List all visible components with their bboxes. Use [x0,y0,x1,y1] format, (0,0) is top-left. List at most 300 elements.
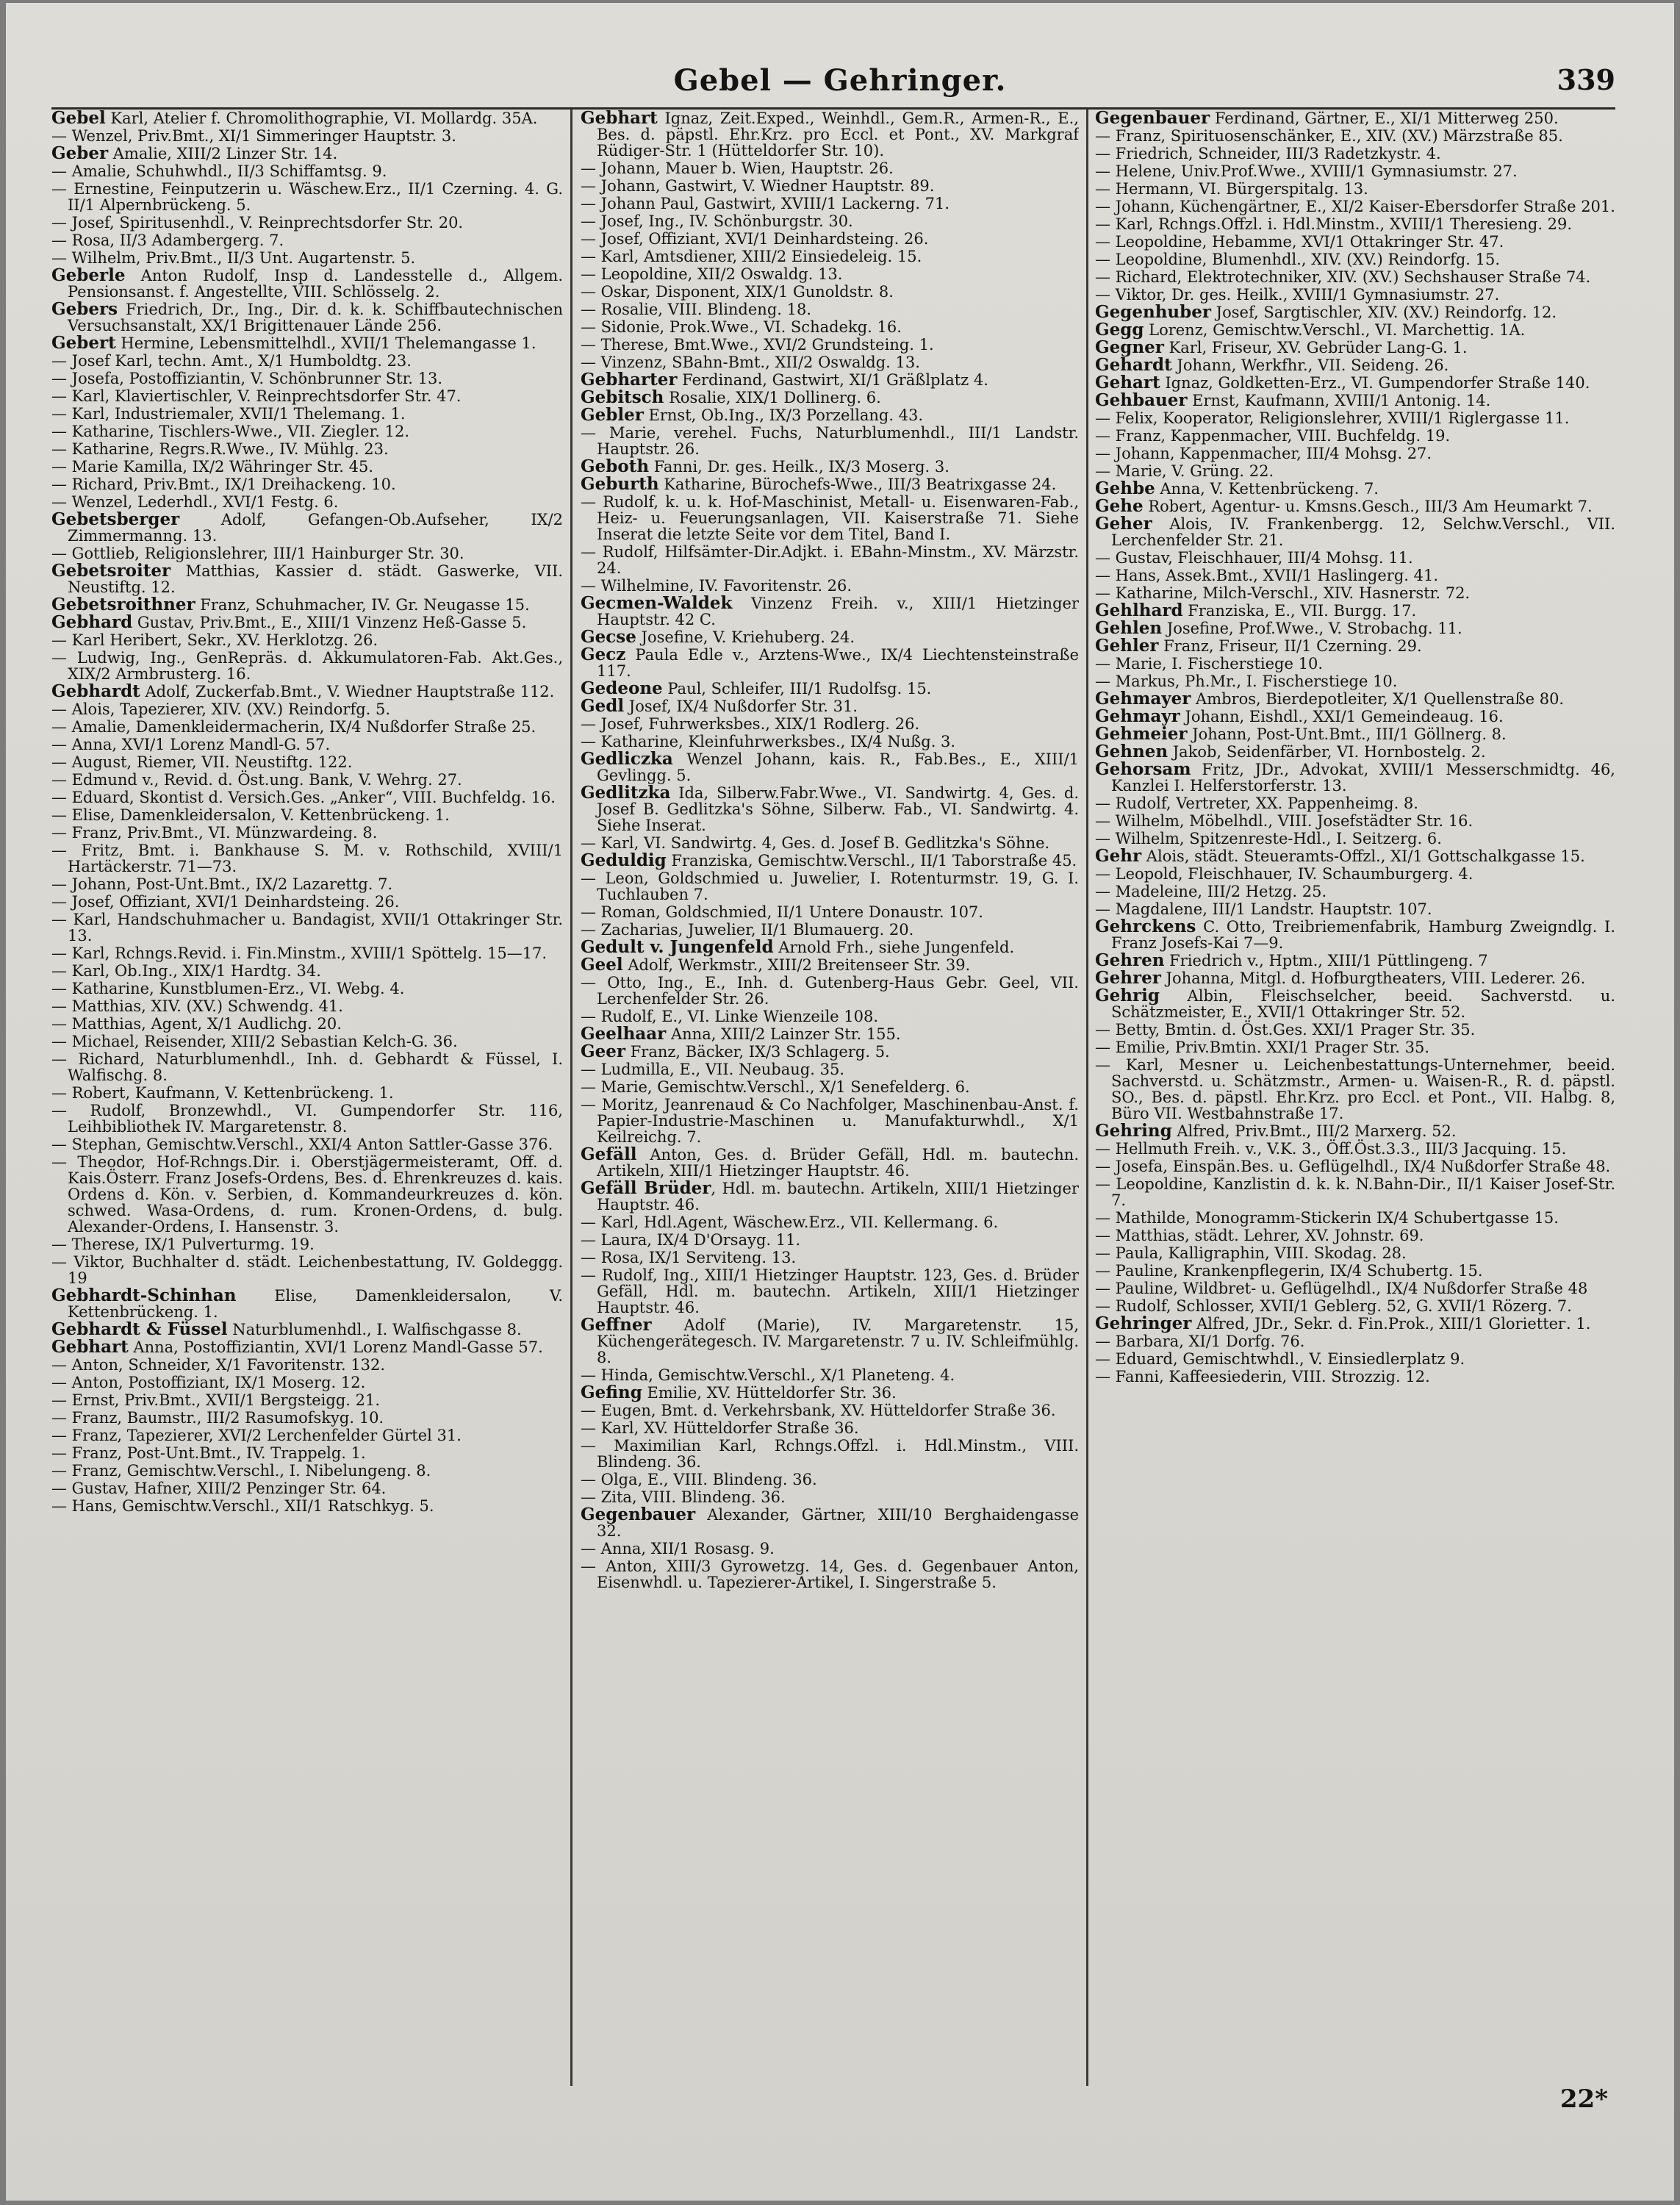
entry-details: — Edmund v., Revid. d. Öst.ung. Bank, V. Wehrg. 27. [51,771,462,789]
directory-entry [51,1445,563,1461]
directory-entry [1095,848,1615,864]
entry-details: — Rosa, II/3 Adambergerg. 7. [51,232,284,249]
entry-surname: Gefing [581,1383,642,1402]
entry-details: — Michael, Reisender, XIII/2 Sebastian Kelch-G. 36. [51,1033,458,1050]
entry-surname: Gehlen [1095,618,1163,638]
entry-details: Ferdinand, Gärtner, E., XI/1 Mitterweg 250. [1210,110,1559,127]
entry-details: — Leon, Goldschmied u. Juwelier, I. Rotenturmstr. 19, G. I. Tuchlauben 7. [581,870,1079,903]
directory-entry [51,406,563,422]
entry-details: Alfred, Priv.Bmt., III/2 Marxerg. 52. [1171,1122,1457,1140]
entry-details: — Anna, XII/1 Rosasg. 9. [581,1540,775,1557]
entry-surname: Gedliczka [581,749,673,769]
entry-details: Alexander, Gärtner, XIII/10 Berghaidengasse 32. [597,1506,1079,1540]
directory-entry [1095,620,1615,637]
entry-details: — Hellmuth Freih. v., V.K. 3., Öff.Öst.3.3., III/3 Jacquing. 15. [1095,1140,1567,1158]
directory-entry [1095,585,1615,601]
directory-entry [51,1033,563,1050]
entry-details: — Marie, verehel. Fuchs, Naturblumenhdl., III/1 Landstr. Hauptstr. 26. [581,424,1079,458]
entry-details: Katharine, Bürochefs-Wwe., III/3 Beatrixgasse 24. [658,476,1057,493]
entry-surname: Gegg [1095,320,1144,340]
entry-surname: Geburth [581,474,659,494]
directory-entry [581,1250,1079,1266]
entry-details: — Matthias, XIV. (XV.) Schwendg. 41. [51,997,343,1015]
directory-entry [51,1288,563,1320]
entry-details: — Karl, XV. Hütteldorfer Straße 36. [581,1419,859,1437]
entry-details: — Anton, Postoffiziant, IX/1 Moserg. 12. [51,1374,366,1391]
entry-details: Fanni, Dr. ges. Heilk., IX/3 Moserg. 3. [649,458,950,476]
entry-details: — Karl, Hdl.Agent, Wäschew.Erz., VII. Kellermang. 6. [581,1213,999,1231]
directory-entry [1095,691,1615,707]
directory-entry [1095,919,1615,951]
entry-details: Lorenz, Gemischtw.Verschl., VI. Marchettig. 1A. [1144,321,1526,339]
entry-details: — Laura, IX/4 D'Orsayg. 11. [581,1231,801,1249]
entry-details: C. Otto, Treibriemenfabrik, Hamburg Zweigndlg. I. Franz Josefs-Kai 7—9. [1111,918,1615,952]
entry-details: — Wenzel, Lederhdl., XVI/1 Festg. 6. [51,493,339,511]
directory-entry [51,459,563,475]
directory-entry [581,494,1079,542]
directory-entry [1095,1022,1615,1038]
directory-entry [581,476,1079,492]
directory-entry [581,785,1079,833]
directory-entry [1095,726,1615,742]
entry-surname: Gegenbauer [1095,110,1210,128]
entry-details: — Therese, IX/1 Pulverturmg. 19. [51,1236,315,1253]
entry-details: — Stephan, Gemischtw.Verschl., XXI/4 Anton Sattler-Gasse 376. [51,1136,553,1153]
entry-surname: Geber [51,143,109,163]
entry-details: — Karl, Industriemaler, XVII/1 Thelemang. 1. [51,405,406,423]
directory-entry [581,1558,1079,1591]
entry-surname: Gehe [1095,496,1144,516]
entry-details: — Rudolf, E., VI. Linke Wienzeile 108. [581,1008,879,1025]
directory-entry [1095,463,1615,479]
entry-details: — Maximilian Karl, Rchngs.Offzl. i. Hdl.Minstm., VIII. Blindeng. 36. [581,1437,1079,1471]
entry-surname: Gebel [51,110,106,128]
directory-entry [581,196,1079,212]
entry-details: — Ernst, Priv.Bmt., XVII/1 Bergsteigg. 21. [51,1391,381,1409]
entry-details: Fritz, JDr., Advokat, XVIII/1 Messerschmidtg. 46, Kanzlei I. Helferstorferstr. 13. [1111,761,1615,795]
entry-surname: Gehmeier [1095,724,1188,744]
entry-details: Friedrich, Dr., Ing., Dir. d. k. k. Schiffbautechnischen Versuchsanstalt, XX/1 Brigittenauer Lände 256. [68,301,563,334]
entry-details: — Felix, Kooperator, Religionslehrer, XVIII/1 Riglergasse 11. [1095,409,1570,427]
directory-entry [581,578,1079,594]
directory-entry [51,1498,563,1514]
directory-entry [1095,357,1615,373]
entry-details: — Pauline, Wildbret- u. Geflügelhdl., IX/4 Nußdorfer Straße 48 [1095,1280,1588,1297]
entry-surname: Gehmayer [1095,689,1191,709]
signature-mark: 22* [1559,2084,1608,2114]
entry-details: Ernst, Ob.Ing., IX/3 Porzellang. 43. [643,406,924,424]
directory-entry [581,110,1079,159]
entry-details: — Leopold, Fleischhauer, IV. Schaumburgerg. 4. [1095,865,1473,883]
directory-entry [581,716,1079,732]
entry-details: — Eduard, Gemischtwhdl., V. Einsiedlerplatz 9. [1095,1350,1465,1368]
directory-entry [1095,883,1615,900]
entry-details: Franz, Friseur, II/1 Czerning. 29. [1158,637,1422,655]
entry-details: — Josefa, Postoffiziantin, V. Schönbrunner Str. 13. [51,370,443,387]
entry-details: — Ernestine, Feinputzerin u. Wäschew.Erz., II/1 Czerning. 4. G. II/1 Alpernbrückeng. 5. [51,180,563,214]
directory-entry [51,423,563,440]
entry-details: — Betty, Bmtin. d. Öst.Ges. XXI/1 Prager Str. 35. [1095,1021,1476,1039]
entry-surname: Gebetsberger [51,509,180,529]
directory-entry [581,957,1079,973]
directory-entry [581,231,1079,247]
entry-details: Wenzel Johann, kais. R., Fab.Bes., E., XIII/1 Gevlingg. 5. [597,750,1079,784]
directory-entry [1095,478,1615,498]
directory-entry [51,825,563,841]
entry-surname: Gehringer [1095,1313,1192,1333]
directory-entry [1095,567,1615,584]
entry-details: — Eugen, Bmt. d. Verkehrsbank, XV. Hütteldorfer Straße 36. [581,1402,1056,1419]
directory-entry [1095,988,1615,1020]
directory-entry [1095,445,1615,462]
directory-entry [51,681,563,701]
directory-entry [1095,498,1615,514]
directory-entry [1095,269,1615,285]
entry-details: — Moritz, Jeanrenaud & Co Nachfolger, Maschinenbau-Anst. f. Papier-Industrie-Maschinen u. Manufakturwhdl., X/1 Keilreichg. 7. [581,1096,1079,1146]
directory-entry [1095,638,1615,654]
entry-details: Alois, IV. Frankenbergg. 12, Selchw.Verschl., VII. Lerchenfelder Str. 21. [1111,515,1615,549]
entry-details: Johann, Werkfhr., VII. Seideng. 26. [1171,356,1449,374]
entry-details: — Wilhelm, Priv.Bmt., II/3 Unt. Augartenstr. 5. [51,249,416,267]
entry-surname: Gebhart [581,110,658,128]
directory-entry [581,1438,1079,1470]
entry-details: Alois, städt. Steueramts-Offzl., XI/1 Gottschalkgasse 15. [1141,847,1585,865]
entry-details: — Wilhelmine, IV. Favoritenstr. 26. [581,577,852,595]
entry-details: — Matthias, Agent, X/1 Audlichg. 20. [51,1015,342,1033]
entry-surname: Gebhardt-Schinhan [51,1286,237,1305]
entry-details: Jakob, Seidenfärber, VI. Hornbostelg. 2. [1168,743,1486,761]
directory-entry [51,494,563,510]
column-2 [581,110,1079,2080]
directory-entry [1095,251,1615,268]
entry-details: — Josef, Spiritusenhdl., V. Reinprechtsdorfer Str. 20. [51,214,464,232]
entry-surname: Gehart [1095,373,1160,392]
entry-details: — Josef Karl, techn. Amt., X/1 Humboldtg. 23. [51,352,412,370]
entry-details: Hermine, Lebensmittelhdl., XVII/1 Thelemangasse 1. [115,334,536,352]
page-header [6,57,1674,109]
directory-entry [1095,375,1615,391]
entry-surname: Gebhardt & Füssel [51,1319,228,1339]
directory-entry [581,284,1079,300]
directory-entry [581,1041,1079,1061]
entry-details: — Zita, VIII. Blindeng. 36. [581,1488,786,1506]
entry-details: — Marie, I. Fischerstiege 10. [1095,655,1323,673]
directory-entry [581,1097,1079,1145]
directory-entry [1095,410,1615,426]
directory-entry [51,701,563,717]
directory-entry [51,945,563,961]
entry-surname: Gebhardt [51,681,140,701]
directory-entry [1095,970,1615,986]
entry-details: — Marie, Gemischtw.Verschl., X/1 Senefelderg. 6. [581,1078,970,1096]
entry-details: Ferdinand, Gastwirt, XI/1 Gräßlplatz 4. [677,371,988,389]
directory-entry [51,980,563,997]
directory-entry [51,754,563,770]
entry-details: — Robert, Kaufmann, V. Kettenbrückeng. 1. [51,1084,394,1102]
entry-details: — Wilhelm, Spitzenreste-Hdl., I. Seitzerg. 6. [1095,830,1442,847]
entry-details: — Anton, XIII/3 Gyrowetzg. 14, Ges. d. Gegenbauer Anton, Eisenwhdl. u. Tapezierer-Artikel, I. Singerstraße 5. [581,1557,1079,1591]
entry-details: Adolf, Zuckerfab.Bmt., V. Wiedner Hauptstraße 112. [140,683,555,700]
entry-surname: Gebert [51,333,116,353]
directory-entry [581,1385,1079,1401]
entry-details: Karl, Friseur, XV. Gebrüder Lang-G. 1. [1163,339,1468,356]
directory-entry [1095,901,1615,917]
directory-entry [581,1489,1079,1505]
directory-entry [581,835,1079,851]
entry-details: — Johann Paul, Gastwirt, XVIII/1 Lackerng. 71. [581,195,950,212]
entry-details: — Ludwig, Ing., GenRepräs. d. Akkumulatoren-Fab. Akt.Ges., XIX/2 Armbrusterg. 16. [51,649,563,683]
entry-details: — Franz, Priv.Bmt., VI. Münzwardeing. 8. [51,824,378,842]
directory-entry [581,213,1079,229]
entry-details: — Hermann, VI. Bürgerspitalg. 13. [1095,180,1368,198]
entry-details: Vinzenz Freih. v., XIII/1 Hietzinger Hauptstr. 42 C. [597,595,1079,628]
directory-entry [51,772,563,788]
entry-details: — Karl, Amtsdiener, XIII/2 Einsiedeleig. 15. [581,248,922,265]
directory-entry [51,128,563,144]
entry-details: — Franz, Tapezierer, XVI/2 Lerchenfelder Gürtel 31. [51,1427,462,1444]
directory-entry [51,894,563,910]
directory-entry [51,476,563,492]
directory-entry [51,545,563,562]
column-3 [1095,110,1615,2080]
entry-details: — Pauline, Krankenpflegerin, IX/4 Schubertg. 15. [1095,1262,1483,1280]
directory-entry [51,1357,563,1373]
directory-entry [581,1402,1079,1419]
entry-details: — Johann, Gastwirt, V. Wiedner Hauptstr. 89. [581,177,935,195]
directory-entry [1095,1123,1615,1139]
directory-entry [1095,304,1615,320]
entry-details: Friedrich v., Hptm., XIII/1 Püttlingeng. 7 [1164,952,1488,969]
directory-entry [581,248,1079,265]
directory-entry [581,1232,1079,1248]
entry-details: — Karl, Rchngs.Offzl. i. Hdl.Minstm., XVIII/1 Theresieng. 29. [1095,215,1573,233]
entry-surname: Gehbe [1095,478,1155,498]
directory-entry [1095,600,1615,620]
directory-entry [51,250,563,266]
directory-entry [51,1410,563,1426]
directory-entry [1095,322,1615,338]
directory-entry [581,1471,1079,1488]
entry-surname: Gecse [581,627,636,647]
entry-details: — Paula, Kalligraphin, VIII. Skodag. 28. [1095,1244,1407,1262]
directory-entry [581,1180,1079,1213]
directory-entry [581,595,1079,628]
directory-entry [1095,866,1615,882]
directory-entry [51,388,563,404]
entry-details: — Josef, Offiziant, XVI/1 Deinhardsteing. 26. [581,230,929,248]
entry-details: — Madeleine, III/2 Hetzg. 25. [1095,883,1327,900]
entry-surname: Gegenhuber [1095,302,1211,322]
directory-entry [1095,1280,1615,1297]
directory-entry [1095,1298,1615,1314]
entry-surname: Geduldig [581,850,667,870]
entry-details: — Rudolf, Ing., XIII/1 Hietzinger Hauptstr. 123, Ges. d. Brüder Gefäll, Hdl. m. bautechn. Artikeln, XIII/1 Hietzinger Hauptstr. 46. [581,1266,1079,1316]
entry-details: — Helene, Univ.Prof.Wwe., XVIII/1 Gymnasiumstr. 27. [1095,162,1518,180]
entry-details: — Elise, Damenkleidersalon, V. Kettenbrückeng. 1. [51,806,450,824]
entry-details: — Olga, E., VIII. Blindeng. 36. [581,1471,817,1488]
directory-entry [1095,110,1615,126]
directory-entry [51,1154,563,1235]
directory-entry [1095,1176,1615,1208]
directory-entry [581,647,1079,679]
entry-surname: Gehorsam [1095,759,1191,779]
directory-entry [1095,550,1615,566]
entry-surname: Gehring [1095,1121,1172,1141]
directory-entry [51,353,563,369]
entry-surname: Gecmen-Waldek [581,593,733,613]
directory-entry [581,1026,1079,1042]
entry-details: , Hdl. m. bautechn. Artikeln, XIII/1 Hietzinger Hauptstr. 46. [597,1180,1079,1213]
entry-details: Paula Edle v., Arztens-Wwe., IX/4 Liechtensteinstraße 117. [597,646,1079,680]
entry-surname: Geel [581,955,623,975]
entry-details: — Richard, Naturblumenhdl., Inh. d. Gebhardt & Füssel, I. Walfischg. 8. [51,1050,563,1084]
directory-entry [1095,146,1615,162]
entry-details: — Karl Heribert, Sekr., XV. Herklotzg. 26. [51,631,378,649]
entry-details: — Karl, Klaviertischler, V. Reinprechtsdorfer Str. 47. [51,387,462,405]
entry-surname: Gebetsroiter [51,561,171,581]
directory-entry [1095,181,1615,197]
directory-entry [51,1051,563,1083]
entry-details: Anna, V. Kettenbrückeng. 7. [1155,480,1379,498]
column-1 [51,110,563,2080]
directory-entry [581,922,1079,938]
directory-entry [1095,813,1615,829]
directory-entry [1095,1057,1615,1122]
entry-details: — Zacharias, Juwelier, II/1 Blumauerg. 20. [581,921,914,939]
entry-details: Arnold Frh., siehe Jungenfeld. [773,939,1015,956]
entry-details: Elise, Damenkleidersalon, V. Kettenbrückeng. 1. [68,1287,563,1321]
directory-entry [581,850,1079,870]
directory-entry [581,1061,1079,1078]
entry-surname: Gefäll Brüder [581,1178,711,1198]
entry-details: Emilie, XV. Hütteldorfer Str. 36. [642,1384,897,1402]
entry-details: Johann, Eishdl., XXI/1 Gemeindeaug. 16. [1180,708,1504,725]
entry-details: — Katharine, Kleinfuhrwerksbes., IX/4 Nußg. 3. [581,733,956,750]
directory-entry [1095,656,1615,672]
directory-entry [51,650,563,682]
entry-details: — Wenzel, Priv.Bmt., XI/1 Simmeringer Hauptstr. 3. [51,127,456,145]
directory-entry [51,963,563,979]
directory-entry [51,1254,563,1286]
entry-details: — Otto, Ing., E., Inh. d. Gutenberg-Haus Gebr. Geel, VII. Lerchenfelder Str. 26. [581,974,1079,1008]
directory-entry [581,734,1079,750]
entry-details: Josef, Sargtischler, XIV. (XV.) Reindorfg. 12. [1211,304,1557,321]
directory-entry [581,319,1079,335]
entry-details: — Gottlieb, Religionslehrer, III/1 Hainburger Str. 30. [51,545,464,562]
entry-details: — Karl, Mesner u. Leichenbestattungs-Unternehmer, beeid. Sachverstd. u. Schätzmstr., Armen- u. Waisen-R., R. d. päpstl. SO., Bes. d. päpstl. Ehr.Krz. pro Eccl. et Pont., VII. Halbg. 8, Büro VII. Westbahnstraße 17. [1095,1056,1615,1122]
directory-entry [51,215,563,231]
entry-details: Ignaz, Goldketten-Erz., VI. Gumpendorfer Straße 140. [1160,374,1590,392]
entry-surname: Gedlitzka [581,783,671,803]
entry-details: Franziska, E., VII. Burgg. 17. [1182,602,1417,620]
entry-details: — Franz, Baumstr., III/2 Rasumofskyg. 10. [51,1409,384,1427]
entry-details: Josefine, V. Kriehuberg. 24. [636,628,855,646]
entry-surname: Gehr [1095,846,1142,866]
directory-entry [1095,128,1615,144]
directory-entry [581,1420,1079,1436]
directory-entry [581,1507,1079,1539]
directory-entry [51,1319,563,1339]
directory-entry [581,904,1079,920]
entry-details: — Amalie, Schuhwhdl., II/3 Schiffamtsg. 9. [51,162,387,180]
directory-entry [51,301,563,334]
entry-details: — Rudolf, Vertreter, XX. Pappenheimg. 8. [1095,795,1418,812]
entry-surname: Geboth [581,456,650,476]
entry-details: — Markus, Ph.Mr., I. Fischerstiege 10. [1095,673,1398,690]
entry-details: Naturblumenhdl., I. Walfischgasse 8. [227,1321,522,1338]
directory-entry [581,354,1079,370]
entry-details: — Ludmilla, E., VII. Neubaug. 35. [581,1061,844,1078]
entry-details: Karl, Atelier f. Chromolithographie, VI. Mollardg. 35A. [105,110,538,127]
directory-entry [51,807,563,823]
entry-surname: Gebhart [51,1337,129,1357]
entry-surname: Gegner [1095,337,1164,357]
entry-details: Josef, IX/4 Nußdorfer Str. 31. [624,698,858,715]
entry-details: — Anna, XVI/1 Lorenz Mandl-G. 57. [51,736,331,753]
entry-surname: Gehnen [1095,742,1169,761]
directory-entry [51,789,563,806]
entry-details: — Mathilde, Monogramm-Stickerin IX/4 Schubertgasse 15. [1095,1209,1559,1227]
entry-details: Anton, Ges. d. Brüder Gefäll, Hdl. m. bautechn. Artikeln, XIII/1 Hietzinger Hauptstr. 46. [597,1146,1079,1180]
entry-details: — Richard, Elektrotechniker, XIV. (XV.) Sechshauser Straße 74. [1095,268,1591,286]
directory-entry [581,544,1079,576]
directory-entry [51,143,563,163]
entry-details: Ignaz, Zeit.Exped., Weinhdl., Gem.R., Armen-R., E., Bes. d. päpstl. Ehr.Krz. pro Eccl. et Pont., XV. Markgraf Rüdiger-Str. 1 (Hütteldorfer Str. 10). [597,110,1079,159]
directory-entry [1095,163,1615,179]
entry-details: Johanna, Mitgl. d. Hofburgtheaters, VIII. Lederer. 26. [1160,969,1586,987]
entry-details: Adolf (Marie), IV. Margaretenstr. 15, Küchengerätegesch. IV. Margaretenstr. 7 u. IV. Schleifmühlg. 8. [597,1316,1079,1366]
entry-details: — Fritz, Bmt. i. Bankhause S. M. v. Rothschild, XVIII/1 Hartäckerstr. 71—73. [51,842,563,875]
entry-details: — Rudolf, Schlosser, XVII/1 Geblerg. 52, G. XVII/1 Rözerg. 7. [1095,1297,1572,1315]
entry-details: — Franz, Kappenmacher, VIII. Buchfeldg. 19. [1095,427,1451,445]
directory-entry [51,1480,563,1496]
directory-entry [51,232,563,248]
directory-entry [51,563,563,595]
entry-details: — Friedrich, Schneider, III/3 Radetzkystr. 4. [1095,145,1441,162]
entry-details: — August, Riemer, VII. Neustiftg. 122. [51,753,353,771]
directory-entry [581,178,1079,194]
directory-entry [1095,428,1615,444]
directory-entry [581,1267,1079,1316]
entry-details: Paul, Schleifer, III/1 Rudolfsg. 15. [662,680,932,698]
entry-details: — Johann, Küchengärtner, E., XI/2 Kaiser-Ebersdorfer Straße 201. [1095,198,1615,215]
entry-surname: Gehardt [1095,355,1172,375]
entry-details: — Rosalie, VIII. Blindeng. 18. [581,301,812,318]
entry-details: Josefine, Prof.Wwe., V. Strobachg. 11. [1162,620,1462,637]
entry-surname: Gedult v. Jungenfeld [581,937,774,957]
entry-details: — Josef, Fuhrwerksbes., XIX/1 Rodlerg. 26. [581,715,920,733]
directory-entry [51,614,563,631]
entry-details: — Katharine, Milch-Verschl., XIV. Hasnerstr. 72. [1095,584,1471,602]
entry-details: — Leopoldine, Blumenhdl., XIV. (XV.) Reindorfg. 15. [1095,251,1501,268]
entry-details: — Viktor, Dr. ges. Heilk., XVIII/1 Gymnasiumstr. 27. [1095,286,1500,304]
directory-entry [51,1136,563,1152]
page-title: Gebel — Gehringer. [673,63,1007,98]
entry-surname: Geer [581,1041,626,1061]
entry-details: Johann, Post-Unt.Bmt., III/1 Göllnerg. 8. [1187,725,1507,743]
directory-entry [581,425,1079,457]
entry-details: — Richard, Priv.Bmt., IX/1 Dreihackeng. 10. [51,476,396,493]
entry-details: — Karl, Handschuhmacher u. Bandagist, XVII/1 Ottakringer Str. 13. [51,911,563,944]
directory-entry [51,1236,563,1252]
entry-details: — Gustav, Fleischhauer, III/4 Mohsg. 11. [1095,549,1413,567]
entry-details: — Barbara, XI/1 Dorfg. 76. [1095,1333,1305,1350]
entry-details: — Katharine, Kunstblumen-Erz., VI. Webg. 4. [51,980,405,997]
column-rule [570,109,572,2086]
directory-entry [51,842,563,875]
directory-entry [51,1463,563,1479]
directory-entry [581,1317,1079,1366]
